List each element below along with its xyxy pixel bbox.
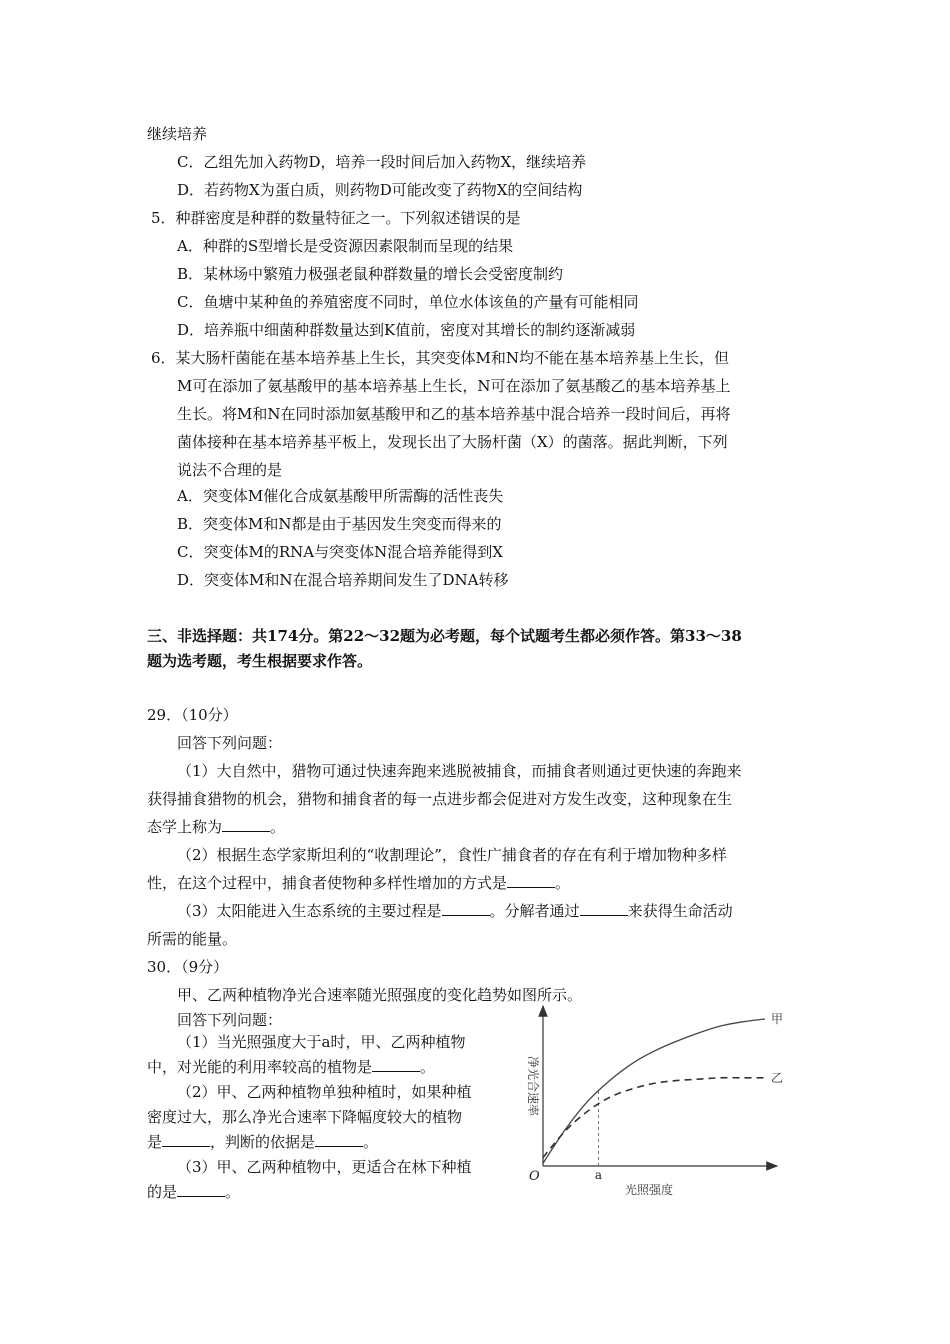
answer-blank[interactable] [580, 901, 628, 916]
x-axis-label: 光照强度 [625, 1183, 674, 1197]
section-3-header-line-1: 三、非选择题：共174分。第22～32题为必考题，每个试题考生都必须作答。第33～38 [147, 627, 742, 645]
q6-stem-5: 说法不合理的是 [177, 461, 283, 479]
q30-intro: 回答下列问题： [177, 1011, 283, 1029]
q5-option-d: D．培养瓶中细菌种群数量达到K值前，密度对其增长的制约逐渐减弱 [177, 321, 636, 339]
q6-stem-1: 6．某大肠杆菌能在基本培养基上生长，其突变体M和N均不能在基本培养基上生长，但 [151, 349, 730, 367]
q30-description: 甲、乙两种植物净光合速率随光照强度的变化趋势如图所示。 [177, 986, 583, 1004]
q6-option-a: A．突变体M催化合成氨基酸甲所需酶的活性丧失 [177, 487, 504, 505]
light-response-chart [515, 998, 795, 1208]
q6-option-b: B．突变体M和N都是由于基因发生突变而得来的 [177, 515, 502, 533]
origin-label: O [529, 1169, 540, 1184]
q5-stem: 5．种群密度是种群的数量特征之一。下列叙述错误的是 [151, 209, 521, 227]
q29-header: 29．（10分） [147, 706, 238, 724]
q30-part3-line1: （3）甲、乙两种植物中，更适合在林下种植 [177, 1158, 472, 1176]
q29-intro: 回答下列问题： [177, 734, 283, 752]
q29-part1-line1: （1）大自然中，猎物可通过快速奔跑来逃脱被捕食，而捕食者则通过更快速的奔跑来 [177, 762, 742, 780]
q5-option-a: A．种群的S型增长是受资源因素限制而呈现的结果 [177, 237, 514, 255]
q29-part1-line3: 态学上称为 。 [147, 818, 286, 836]
answer-blank[interactable] [177, 1182, 225, 1197]
answer-blank[interactable] [507, 873, 555, 888]
section-3-header-line-2: 题为选考题，考生根据要求作答。 [147, 652, 373, 670]
q29-part2-line2: 性，在这个过程中，捕食者使物种多样性增加的方式是 。 [147, 874, 571, 892]
series-jia-label: 甲 [771, 1012, 784, 1026]
q30-part1-line2: 中，对光能的利用率较高的植物是 。 [147, 1058, 436, 1076]
answer-blank[interactable] [442, 901, 490, 916]
q4-option-c: C．乙组先加入药物D，培养一段时间后加入药物X，继续培养 [177, 153, 587, 171]
q30-part3-line2: 的是 。 [147, 1183, 241, 1201]
q5-option-c: C．鱼塘中某种鱼的养殖密度不同时，单位水体该鱼的产量有可能相同 [177, 293, 639, 311]
q6-stem-2: M可在添加了氨基酸甲的基本培养基上生长，N可在添加了氨基酸乙的基本培养基上 [177, 377, 731, 395]
series-jia-curve [543, 1019, 765, 1163]
q6-stem-3: 生长。将M和N在同时添加氨基酸甲和乙的基本培养基中混合培养一段时间后，再将 [177, 405, 731, 423]
q6-stem-4: 菌体接种在基本培养基平板上，发现长出了大肠杆菌（X）的菌落。据此判断，下列 [177, 433, 728, 451]
q29-part2-line1: （2）根据生态学家斯坦利的“收割理论”，食性广捕食者的存在有利于增加物种多样 [177, 846, 727, 864]
series-yi-label: 乙 [771, 1070, 784, 1085]
q6-option-c: C．突变体M的RNA与突变体N混合培养能得到X [177, 543, 503, 561]
q6-option-d: D．突变体M和N在混合培养期间发生了DNA转移 [177, 571, 509, 589]
q4-option-d: D．若药物X为蛋白质，则药物D可能改变了药物X的空间结构 [177, 181, 583, 199]
q29-part3-line1: （3）太阳能进入生态系统的主要过程是 。分解者通过 来获得生命活动 [177, 902, 733, 920]
answer-blank[interactable] [222, 817, 270, 832]
q30-part2-line2: 密度过大，那么净光合速率下降幅度较大的植物 [147, 1108, 463, 1126]
q30-part1-line1: （1）当光照强度大于a时，甲、乙两种植物 [177, 1033, 466, 1051]
q30-header: 30．（9分） [147, 958, 229, 976]
a-marker-label: a [594, 1168, 603, 1182]
answer-blank[interactable] [315, 1132, 363, 1147]
q4-continuation: 继续培养 [147, 125, 208, 143]
q29-part1-line2: 获得捕食猎物的机会，猎物和捕食者的每一点进步都会促进对方发生改变，这种现象在生 [147, 790, 733, 808]
answer-blank[interactable] [372, 1057, 420, 1072]
q30-part2-line3: 是 ，判断的依据是 。 [147, 1133, 379, 1151]
answer-blank[interactable] [162, 1132, 210, 1147]
q29-part3-line2: 所需的能量。 [147, 930, 238, 948]
q30-part2-line1: （2）甲、乙两种植物单独种植时，如果种植 [177, 1083, 472, 1101]
y-axis-label: 净光合速率 [526, 1056, 540, 1117]
q5-option-b: B．某林场中繁殖力极强老鼠种群数量的增长会受密度制约 [177, 265, 564, 283]
series-yi-curve [543, 1078, 765, 1158]
